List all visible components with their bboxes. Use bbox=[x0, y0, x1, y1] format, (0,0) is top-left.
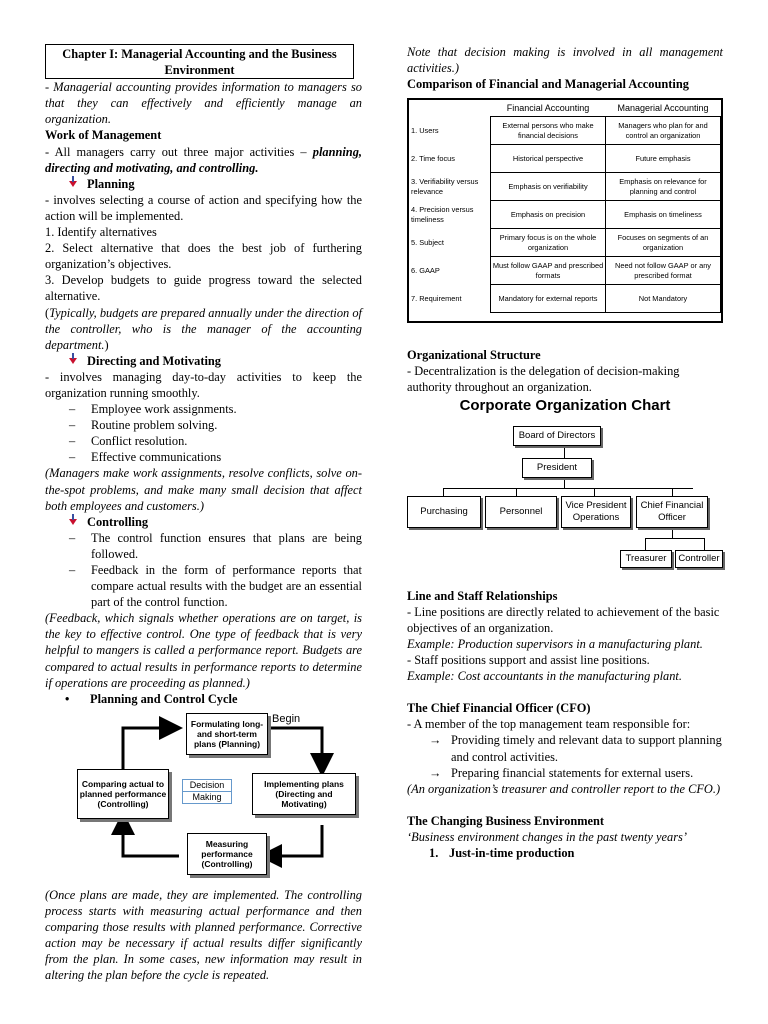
list-item-text: Conflict resolution. bbox=[91, 434, 188, 449]
arrow-implement-to-measure bbox=[264, 825, 322, 856]
president-box: President bbox=[522, 458, 592, 478]
comparing-box: Comparing actual to planned performance (Controlling) bbox=[77, 769, 169, 819]
vice-president-box: Vice President Operations bbox=[561, 496, 631, 528]
directing-desc: - involves managing day-to-day activities to keep the organization running smoothly. bbox=[45, 369, 362, 400]
financial-cell: Emphasis on verifiability bbox=[491, 173, 606, 201]
planning-heading bbox=[45, 176, 362, 192]
list-item bbox=[45, 449, 362, 465]
list-item bbox=[407, 765, 723, 781]
dash-marker: – bbox=[69, 434, 76, 449]
personnel-box: Personnel bbox=[485, 496, 557, 528]
implementing-box: Implementing plans (Directing and Motivating) bbox=[252, 773, 356, 815]
connector-line bbox=[564, 446, 565, 458]
number-marker: 1. bbox=[429, 845, 439, 860]
managerial-cell: Need not follow GAAP or any prescribed format bbox=[606, 257, 721, 285]
org-heading: Organizational Structure bbox=[407, 348, 541, 363]
arrow-down-icon bbox=[69, 181, 77, 187]
org-chart bbox=[407, 418, 723, 588]
staff-example: Example: Cost accountants in the manufacturing plant. bbox=[407, 669, 682, 684]
controlling-heading bbox=[45, 514, 362, 530]
managerial-cell: Focuses on segments of an organization bbox=[606, 229, 721, 257]
financial-cell: Mandatory for external reports bbox=[491, 285, 606, 313]
dash-marker: – bbox=[69, 563, 76, 577]
table-row bbox=[409, 145, 721, 173]
arrow-down-icon bbox=[69, 358, 77, 364]
table-header-blank bbox=[409, 100, 491, 117]
connector-line bbox=[443, 488, 444, 496]
cfo-note: (An organization’s treasurer and controller report to the CFO.) bbox=[407, 781, 721, 796]
arrow-plan-to-implement bbox=[261, 728, 322, 771]
planning-note bbox=[45, 305, 362, 353]
changing-quote: ‘Business environment changes in the past twenty years’ bbox=[407, 829, 687, 844]
org-chart-title: Corporate Organization Chart bbox=[459, 396, 671, 414]
managerial-cell: Emphasis on relevance for planning and control bbox=[606, 173, 721, 201]
arrow-measure-to-compare bbox=[123, 817, 179, 856]
managerial-cell: Not Mandatory bbox=[606, 285, 721, 313]
directing-heading-label: Directing and Motivating bbox=[87, 353, 221, 368]
list-item-text: Just-in-time production bbox=[449, 845, 575, 860]
cfo-heading: The Chief Financial Officer (CFO) bbox=[407, 701, 591, 716]
line-example: Example: Production supervisors in a manufacturing plant. bbox=[407, 636, 703, 651]
table-bottom-padding bbox=[409, 313, 721, 321]
decision-label: Decision bbox=[189, 779, 225, 790]
connector-line bbox=[672, 528, 673, 538]
row-label: 1. Users bbox=[411, 126, 439, 136]
list-item-text: Employee work assignments. bbox=[91, 402, 237, 417]
cycle-heading bbox=[45, 691, 362, 707]
cfo-box: Chief Financial Officer bbox=[636, 496, 708, 528]
list-item bbox=[45, 433, 362, 449]
decision-note: Note that decision making is involved in all management activities.) bbox=[407, 45, 723, 76]
list-item-text: Feedback in the form of performance reports that compare actual results with the budget are an essential part of the control function. bbox=[91, 563, 362, 610]
intro-text: - Managerial accounting provides information to managers so that they can effectively and efficiently manage an organization. bbox=[45, 80, 362, 127]
planning-note-text: Typically, budgets are prepared annually under the direction of the controller, who is the manager of the accounting department. bbox=[45, 305, 362, 352]
list-item bbox=[45, 562, 362, 610]
planning-desc: - involves selecting a course of action and specifying how the action will be implemented. bbox=[45, 192, 362, 223]
directing-note: (Managers make work assignments, resolve conflicts, solve on-the-spot problems, and make many small decision that affect both employees and customers.) bbox=[45, 466, 362, 513]
changing-heading: The Changing Business Environment bbox=[407, 813, 605, 828]
dash-marker: – bbox=[69, 530, 76, 545]
paren-close: ) bbox=[104, 337, 109, 352]
planning-control-cycle-diagram bbox=[77, 713, 377, 883]
table-row bbox=[409, 257, 721, 285]
connector-line bbox=[672, 488, 673, 496]
column-header: Financial Accounting bbox=[506, 102, 590, 113]
controller-box: Controller bbox=[675, 550, 723, 568]
list-item bbox=[407, 732, 723, 764]
controlling-heading-label: Controlling bbox=[87, 514, 149, 529]
list-item-text: Providing timely and relevant data to support planning and control activities. bbox=[451, 733, 722, 764]
line-staff-heading: Line and Staff Relationships bbox=[407, 588, 558, 603]
dash-marker: – bbox=[69, 418, 76, 433]
planning-step: 1. Identify alternatives bbox=[45, 225, 157, 240]
list-item bbox=[45, 401, 362, 417]
list-item bbox=[45, 417, 362, 433]
planning-step: 3. Develop budgets to guide progress toward the selected alternative. bbox=[45, 273, 362, 304]
table-row bbox=[409, 229, 721, 257]
table-row bbox=[409, 117, 721, 145]
measuring-box: Measuring performance (Controlling) bbox=[187, 833, 267, 875]
arrow-right-icon: → bbox=[429, 733, 442, 748]
work-text bbox=[45, 144, 362, 176]
connector-line bbox=[443, 488, 693, 489]
comparison-table bbox=[407, 98, 723, 323]
row-label: 3. Verifiability versus relevance bbox=[411, 177, 479, 196]
board-box: Board of Directors bbox=[513, 426, 601, 446]
comparison-heading: Comparison of Financial and Managerial Accounting bbox=[407, 77, 689, 92]
row-label: 7. Requirement bbox=[411, 294, 462, 304]
planning-step: 2. Select alternative that does the best job of furthering organization’s objectives. bbox=[45, 241, 362, 272]
paren-open: ( bbox=[45, 305, 50, 320]
list-item bbox=[45, 530, 362, 562]
table-header-row bbox=[409, 100, 721, 117]
connector-line bbox=[645, 538, 705, 539]
work-heading: Work of Management bbox=[45, 128, 162, 143]
staff-text: - Staff positions support and assist line positions. bbox=[407, 653, 650, 668]
column-header: Managerial Accounting bbox=[617, 102, 709, 113]
making-label: Making bbox=[183, 791, 231, 803]
begin-label: Begin bbox=[272, 712, 301, 725]
cycle-note: (Once plans are made, they are implemented. The controlling process starts with measuring actual performance and then comparing those results with planned performance. Corrective action may be necessary if actual results differ significantly from the plan. In some cases, new information may result in altering the plan before the cycle is repeated. bbox=[45, 887, 362, 983]
row-label: 5. Subject bbox=[411, 238, 444, 248]
connector-line bbox=[564, 478, 565, 488]
planning-box: Formulating long-and short-term plans (Planning) bbox=[186, 713, 268, 755]
financial-cell: Must follow GAAP and prescribed formats bbox=[491, 257, 606, 285]
row-label: 4. Precision versus timeliness bbox=[411, 205, 474, 224]
cycle-heading-label: Planning and Control Cycle bbox=[90, 691, 238, 706]
dash-marker: – bbox=[69, 450, 76, 465]
arrow-right-icon: → bbox=[429, 765, 442, 780]
connector-line bbox=[704, 538, 705, 550]
connector-line bbox=[645, 538, 646, 550]
list-item-text: Preparing financial statements for external users. bbox=[451, 765, 694, 780]
purchasing-box: Purchasing bbox=[407, 496, 481, 528]
list-item-text: The control function ensures that plans are being followed. bbox=[91, 530, 362, 561]
managerial-cell: Managers who plan for and control an organization bbox=[606, 117, 721, 145]
decision-making-label bbox=[182, 779, 232, 804]
row-label: 6. GAAP bbox=[411, 266, 440, 276]
arrow-compare-to-plan bbox=[123, 728, 177, 769]
connector-line bbox=[594, 488, 595, 496]
right-column bbox=[407, 44, 723, 861]
org-text: - Decentralization is the delegation of decision-making authority throughout an organization. bbox=[407, 364, 680, 395]
financial-cell: Historical perspective bbox=[491, 145, 606, 173]
treasurer-box: Treasurer bbox=[620, 550, 672, 568]
table-row bbox=[409, 201, 721, 229]
financial-cell: Emphasis on precision bbox=[491, 201, 606, 229]
dash-marker: – bbox=[69, 402, 76, 417]
managerial-cell: Emphasis on timeliness bbox=[606, 201, 721, 229]
work-text-plain: - All managers carry out three major activities – bbox=[45, 144, 313, 159]
financial-cell: External persons who make financial decisions bbox=[491, 117, 606, 145]
left-column bbox=[45, 44, 362, 983]
work-text-emphasis: planning, directing and motivating, and controlling. bbox=[45, 144, 362, 175]
table-row bbox=[409, 285, 721, 313]
managerial-cell: Future emphasis bbox=[606, 145, 721, 173]
connector-line bbox=[516, 488, 517, 496]
cfo-text: - A member of the top management team responsible for: bbox=[407, 717, 691, 732]
list-item-text: Effective communications bbox=[91, 450, 222, 465]
directing-heading bbox=[45, 353, 362, 369]
list-item bbox=[407, 845, 723, 861]
table-row bbox=[409, 173, 721, 201]
line-text: - Line positions are directly related to achievement of the basic objectives of an organization. bbox=[407, 604, 720, 635]
planning-heading-label: Planning bbox=[87, 176, 135, 191]
arrow-down-icon bbox=[69, 519, 77, 525]
list-item-text: Routine problem solving. bbox=[91, 418, 218, 433]
chapter-title: Chapter I: Managerial Accounting and the Business Environment bbox=[45, 44, 354, 79]
row-label: 2. Time focus bbox=[411, 154, 455, 164]
bullet-marker: • bbox=[65, 691, 70, 706]
controlling-note: (Feedback, which signals whether operations are on target, is the key to effective control. One type of feedback that is very helpful to mangers is called a performance report. Budgets are compared to actual results in performance reports to determine if operations are proceeding as planned.) bbox=[45, 611, 362, 690]
financial-cell: Primary focus is on the whole organization bbox=[491, 229, 606, 257]
